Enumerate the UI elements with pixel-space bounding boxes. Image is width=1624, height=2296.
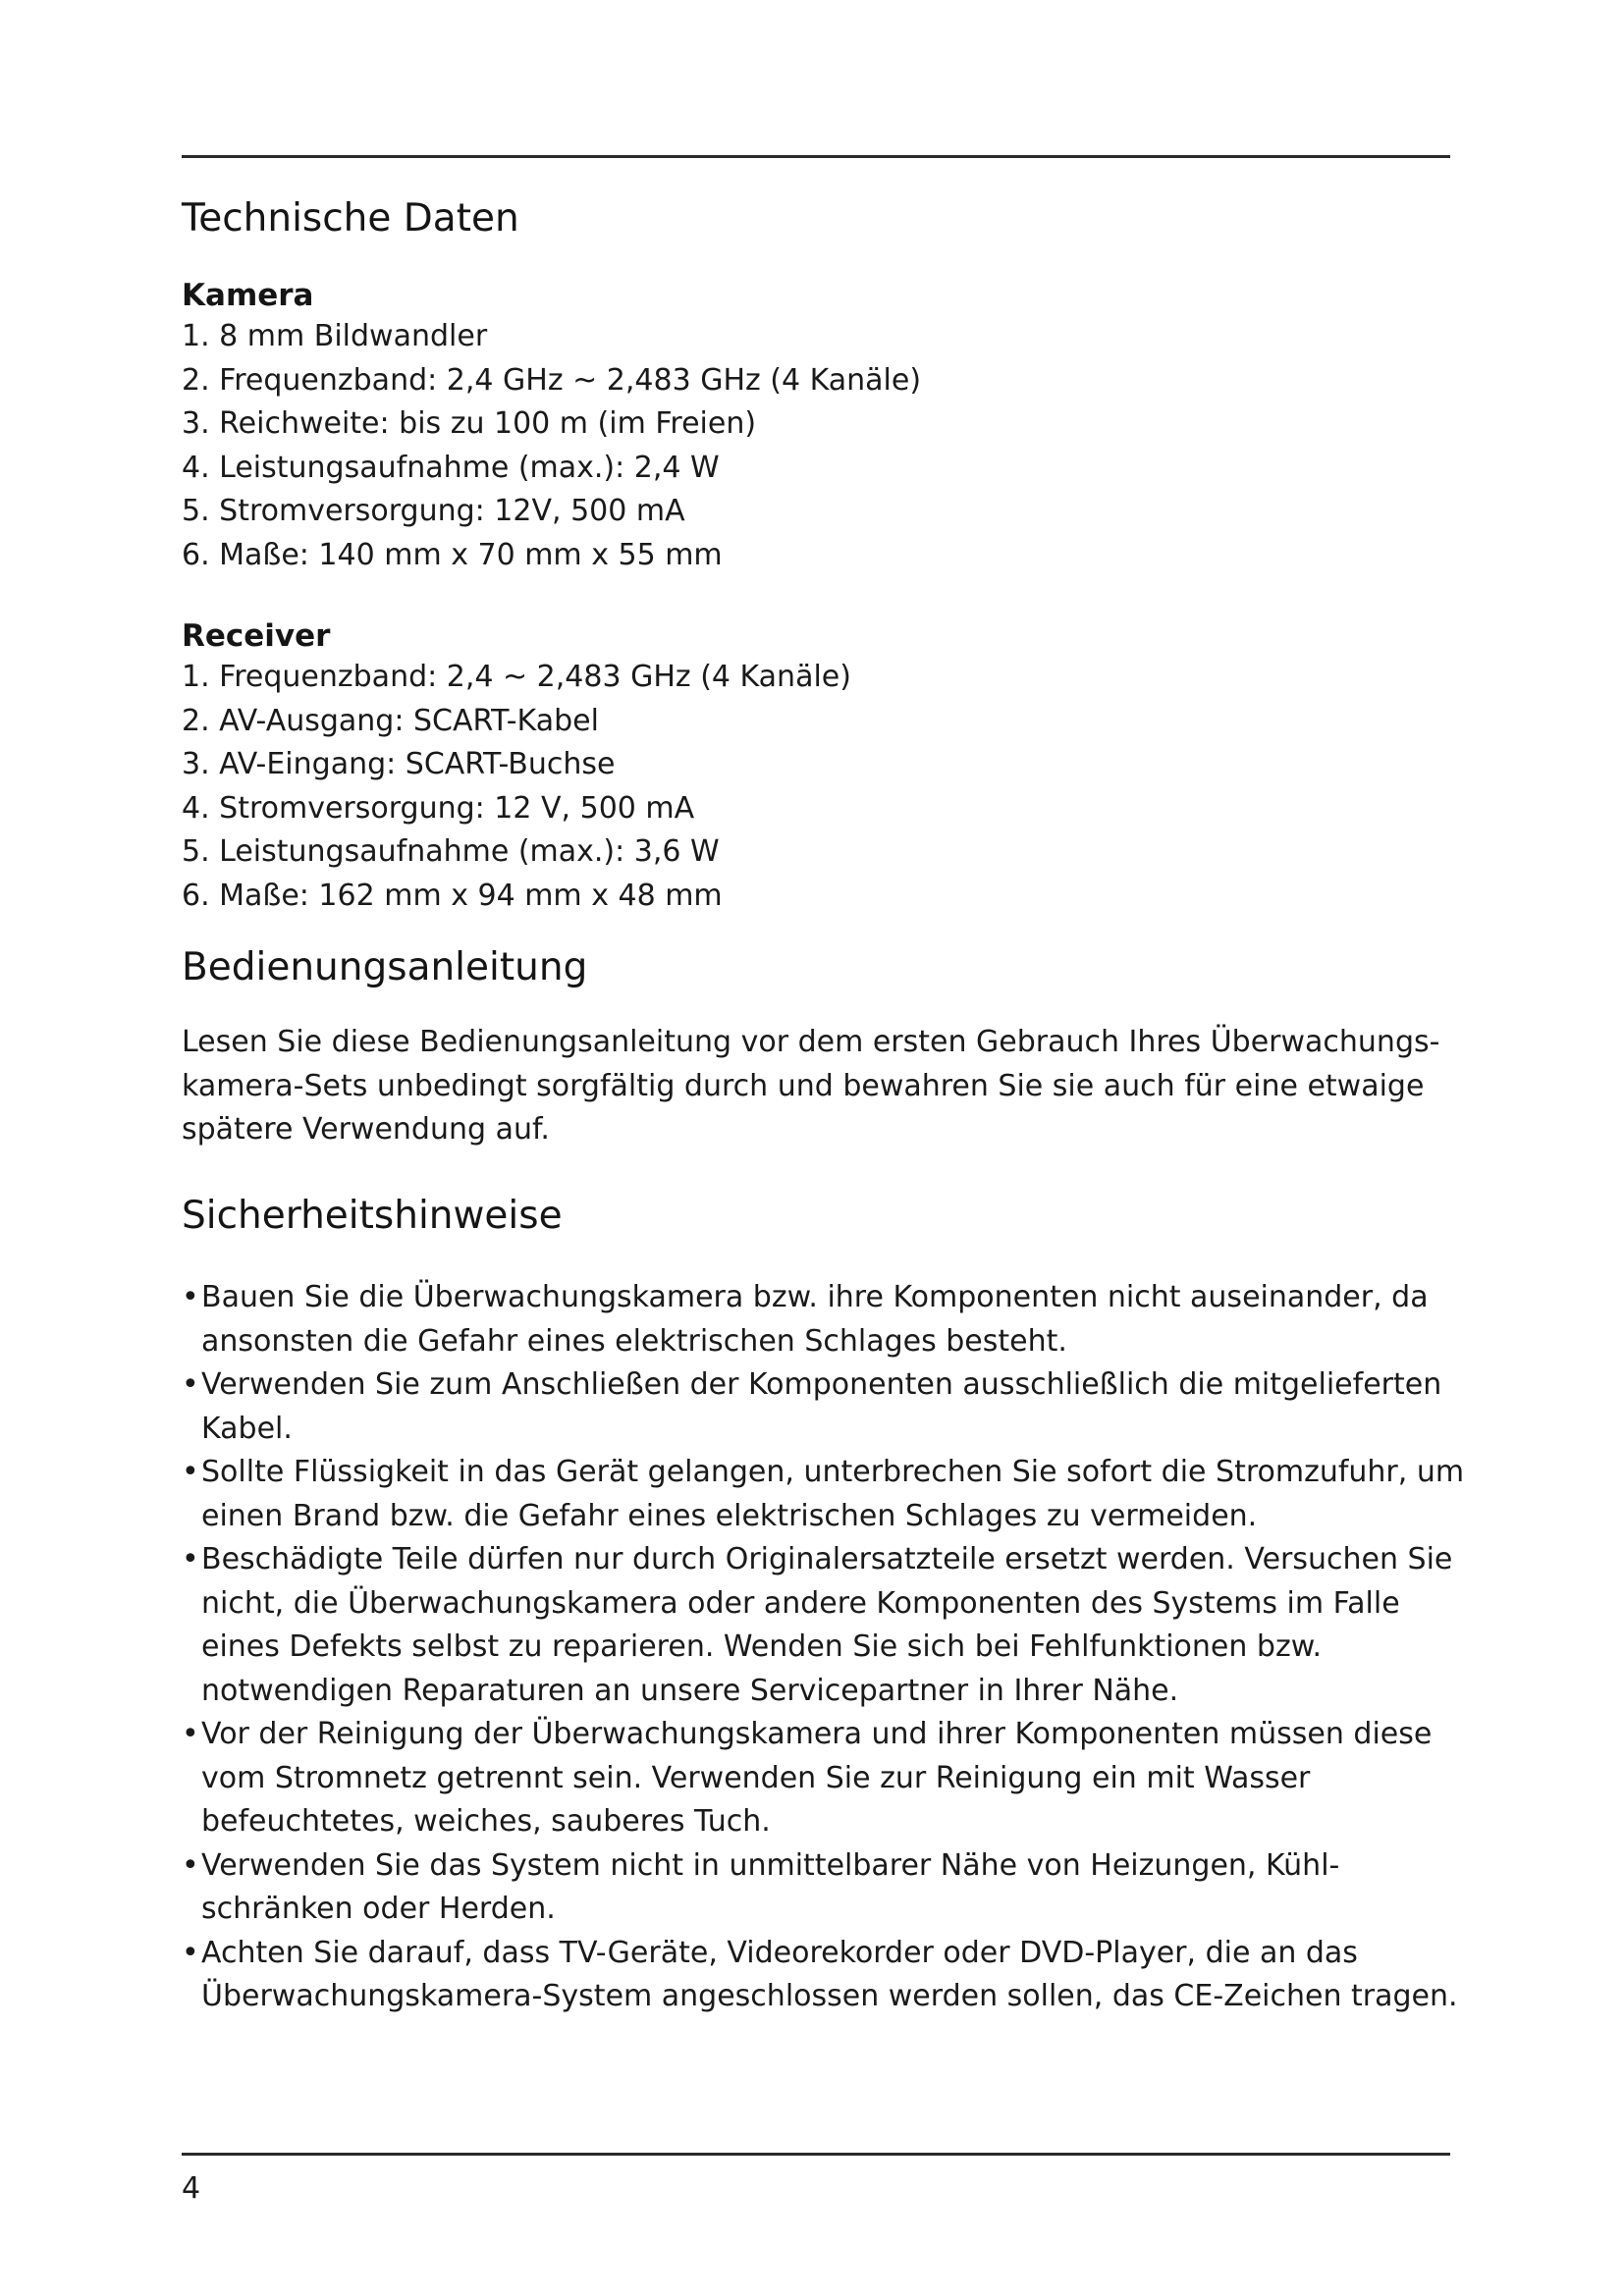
bedienungsanleitung-paragraph: Lesen Sie diese Bedienungsanleitung vor dem ersten Gebrauch Ihres Überwachungs-kamera-Sets unbedingt sorgfältig durch und bewahren Sie sie auch für eine etwaige spätere Verwendung auf. xyxy=(182,1025,1440,1148)
footer-rule xyxy=(182,2153,1450,2156)
kamera-spec-item: 5. Stromversorgung: 12V, 500 mA xyxy=(182,494,685,529)
bullet-icon: • xyxy=(182,1847,199,1883)
safety-bullet-item xyxy=(182,1932,1468,2019)
heading-bedienungsanleitung: Bedienungsanleitung xyxy=(182,945,588,990)
kamera-spec-item: 6. Maße: 140 mm x 70 mm x 55 mm xyxy=(182,537,723,572)
kamera-spec-item: 2. Frequenzband: 2,4 GHz ~ 2,483 GHz (4 Kanäle) xyxy=(182,362,922,398)
safety-bullet-text: Sollte Flüssigkeit in das Gerät gelangen, unterbrechen Sie sofort die Stromzufuhr, um einen Brand bzw. die Gefahr eines elektrischen Schlages zu vermeiden. xyxy=(201,1455,1465,1533)
subheading-receiver: Receiver xyxy=(182,618,331,655)
header-rule xyxy=(182,155,1450,158)
page-content xyxy=(182,196,1468,2019)
safety-bullet-item xyxy=(182,1713,1468,1844)
safety-bullet-item xyxy=(182,1538,1468,1713)
bullet-icon: • xyxy=(182,1935,199,1970)
safety-bullet-text: Bauen Sie die Überwachungskamera bzw. ihre Komponenten nicht auseinander, da ansonsten die Gefahr eines elektrischen Schlages besteht. xyxy=(201,1280,1429,1359)
safety-bullet-text: Achten Sie darauf, dass TV-Geräte, Videorekorder oder DVD-Player, die an das Überwachungskamera-System angeschlossen werden sollen, das CE-Zeichen tragen. xyxy=(201,1935,1458,2014)
bullet-icon: • xyxy=(182,1542,199,1577)
subheading-kamera: Kamera xyxy=(182,277,314,313)
bullet-icon: • xyxy=(182,1455,199,1490)
receiver-spec-item: 6. Maße: 162 mm x 94 mm x 48 mm xyxy=(182,878,723,913)
kamera-spec-item: 4. Leistungsaufnahme (max.): 2,4 W xyxy=(182,450,720,485)
safety-bullet-item xyxy=(182,1276,1468,1363)
safety-bullet-item xyxy=(182,1844,1468,1932)
page-number: 4 xyxy=(182,2171,201,2206)
kamera-spec-item: 1. 8 mm Bildwandler xyxy=(182,319,488,354)
safety-bullet-item xyxy=(182,1363,1468,1451)
safety-bullet-text: Verwenden Sie das System nicht in unmittelbarer Nähe von Heizungen, Kühl-schränken oder Herden. xyxy=(201,1847,1340,1927)
heading-sicherheitshinweise: Sicherheitshinweise xyxy=(182,1193,563,1238)
bullet-icon: • xyxy=(182,1367,199,1403)
safety-bullet-text: Vor der Reinigung der Überwachungskamera und ihrer Komponenten müssen diese vom Stromnetz getrennt sein. Verwenden Sie zur Reinigung ein mit Wasser befeuchtetes, weiches, sauberes Tuch. xyxy=(201,1717,1433,1840)
heading-technische-daten: Technische Daten xyxy=(182,196,519,240)
bullet-icon: • xyxy=(182,1280,199,1315)
receiver-spec-item: 5. Leistungsaufnahme (max.): 3,6 W xyxy=(182,834,720,870)
safety-bullet-text: Verwenden Sie zum Anschließen der Komponenten ausschließlich die mitgelieferten Kabel. xyxy=(201,1367,1442,1446)
kamera-spec-list xyxy=(182,315,1468,577)
kamera-spec-item: 3. Reichweite: bis zu 100 m (im Freien) xyxy=(182,406,757,442)
receiver-spec-item: 1. Frequenzband: 2,4 ~ 2,483 GHz (4 Kanäle) xyxy=(182,660,851,695)
safety-bullet-item xyxy=(182,1451,1468,1538)
safety-bullet-list xyxy=(182,1276,1468,2019)
receiver-spec-list xyxy=(182,656,1468,918)
receiver-spec-item: 4. Stromversorgung: 12 V, 500 mA xyxy=(182,790,695,826)
receiver-spec-item: 2. AV-Ausgang: SCART-Kabel xyxy=(182,703,599,738)
safety-bullet-text: Beschädigte Teile dürfen nur durch Originalersatzteile ersetzt werden. Versuchen Sie nicht, die Überwachungskamera oder andere Komponenten des Systems im Falle eines Defekts selbst zu reparieren. Wenden Sie sich bei Fehlfunktionen bzw. notwendigen Reparaturen an unsere Servicepartner in Ihrer Nähe. xyxy=(201,1542,1453,1708)
receiver-spec-item: 3. AV-Eingang: SCART-Buchse xyxy=(182,747,616,782)
bullet-icon: • xyxy=(182,1717,199,1752)
